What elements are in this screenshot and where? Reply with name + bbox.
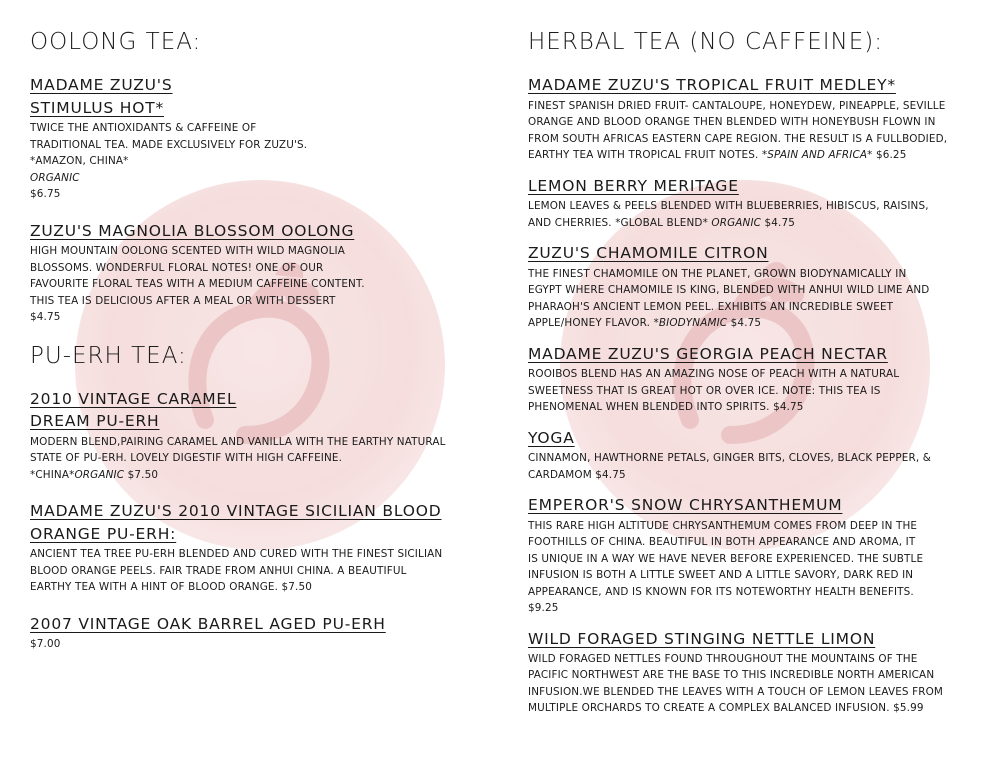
item-price: $4.75 — [30, 311, 61, 324]
left-column — [30, 30, 480, 667]
item-name: EMPEROR'S SNOW CHRYSANTHEMUM — [528, 496, 843, 515]
item-price: $4.75 — [764, 216, 796, 229]
item-description: TWICE THE ANTIOXIDANTS & CAFFEINE OF TRADITIONAL TEA. MADE EXCLUSIVELY FOR ZUZU'S. *AMAZON, CHINA* ORGANIC $6.75 — [30, 120, 480, 203]
menu-item-oak-barrel — [30, 614, 480, 653]
menu-item-snow-chrysanthemum — [528, 495, 980, 616]
menu-item-lemon-berry — [528, 176, 980, 231]
menu-item-georgia-peach — [528, 344, 980, 416]
item-name: MADAME ZUZU'S 2010 VINTAGE SICILIAN BLOOD — [30, 502, 442, 521]
item-name: 2007 VINTAGE OAK BARREL AGED PU-ERH — [30, 614, 386, 633]
item-name: STIMULUS HOT* — [30, 98, 165, 117]
menu-item-chamomile-citron — [528, 243, 980, 331]
item-organic: ORGANIC — [30, 171, 80, 184]
item-price: $6.25 — [875, 149, 907, 162]
item-origin: *CHINA* — [30, 468, 75, 481]
item-description: FINEST SPANISH DRIED FRUIT- CANTALOUPE, HONEYDEW, PINEAPPLE, SEVILLE ORANGE AND BLOOD ORANGE THEN BLENDED WITH HONEYBUSH FLOWN IN FROM SOUTH AFRICAS EASTERN CAPE REGION. THE RESULT IS A FULLBODIED, EARTHY TEA WITH TROPICAL FRUIT NOTES. *SPAIN AND AFRICA* $6.25 — [528, 99, 948, 162]
section-title-puerh: PU-ERH TEA: — [30, 342, 187, 369]
menu-item-stimulus-hot — [30, 75, 480, 202]
item-price: $4.75 — [730, 317, 762, 330]
item-description: HIGH MOUNTAIN OOLONG SCENTED WITH WILD MAGNOLIA BLOSSOMS. WONDERFUL FLORAL NOTES! ONE OF OUR FAVOURITE FLORAL TEAS WITH A MEDIUM CAFFEINE CONTENT. THIS TEA IS DELICIOUS AFTER A MEAL OR WITH DESSERT $4.75 — [30, 243, 480, 326]
right-column — [528, 30, 980, 729]
item-price: $9.25 — [528, 602, 559, 615]
item-description: WILD FORAGED NETTLES FOUND THROUGHOUT THE MOUNTAINS OF THE PACIFIC NORTHWEST ARE THE BASE TO THIS INCREDIBLE NORTH AMERICAN INFUSION.WE BLENDED THE LEAVES WITH A TOUCH OF LEMON LEAVES FROM MULTIPLE ORCHARDS TO CREATE A COMPLEX BALANCED INFUSION. $5.99 — [528, 652, 944, 715]
item-description: ANCIENT TEA TREE PU-ERH BLENDED AND CURED WITH THE FINEST SICILIAN BLOOD ORANGE PEELS. FAIR TRADE FROM ANHUI CHINA. A BEAUTIFUL EARTHY TEA WITH A HINT OF BLOOD ORANGE. $7.50 — [30, 548, 443, 594]
item-description: MODERN BLEND,PAIRING CARAMEL AND VANILLA WITH THE EARTHY NATURAL STATE OF PU-ERH. LOVELY DIGESTIF WITH HIGH CAFFEINE. *CHINA*ORGANIC $7.50 — [30, 435, 446, 481]
item-description: THIS RARE HIGH ALTITUDE CHRYSANTHEMUM COMES FROM DEEP IN THE FOOTHILLS OF CHINA. BEAUTIFUL IN BOTH APPEARANCE AND AROMA, IT IS UNIQUE IN A WAY WE HAVE NEVER BEFORE EXPERIENCED. THE SUBTLE INFUSION IS BOTH A LITTLE SWEET AND A LITTLE SAVORY, DARK RED IN APPEARANCE, AND IS KNOWN FOR ITS NOTEWORTHY HEALTH BENEFITS. $9.25 — [528, 518, 980, 617]
menu-item-caramel-dream — [30, 389, 480, 483]
item-name: ORANGE PU-ERH: — [30, 524, 177, 543]
item-price: $6.75 — [30, 188, 61, 201]
item-organic: ORGANIC — [74, 468, 125, 481]
item-name: ZUZU'S CHAMOMILE CITRON — [528, 244, 769, 263]
section-title-herbal: HERBAL TEA (NO CAFFEINE): — [528, 29, 883, 55]
item-name: YOGA — [528, 428, 575, 447]
section-title-oolong: OOLONG TEA: — [30, 29, 202, 55]
item-name: MADAME ZUZU'S — [30, 76, 173, 95]
item-name: MADAME ZUZU'S TROPICAL FRUIT MEDLEY* — [528, 76, 896, 95]
item-name: LEMON BERRY MERITAGE — [528, 176, 739, 195]
menu-item-tropical-fruit — [528, 75, 980, 163]
item-origin: *AMAZON, CHINA* — [30, 155, 129, 168]
item-name: WILD FORAGED STINGING NETTLE LIMON — [528, 629, 876, 648]
item-name: MADAME ZUZU'S GEORGIA PEACH NECTAR — [528, 344, 888, 363]
menu-item-stinging-nettle — [528, 629, 980, 717]
item-description: CINNAMON, HAWTHORNE PETALS, GINGER BITS, CLOVES, BLACK PEPPER, & CARDAMOM $4.75 — [528, 452, 932, 481]
item-description: THE FINEST CHAMOMILE ON THE PLANET, GROWN BIODYNAMICALLY IN EGYPT WHERE CHAMOMILE IS KING, BLENDED WITH ANHUI WILD LIME AND PHARAOH'S ANCIENT LEMON PEEL. EXHIBITS AN INCREDIBLE SWEET APPLE/HONEY FLAVOR. *BIODYNAMIC $4.75 — [528, 267, 930, 330]
item-price: $7.00 — [30, 638, 61, 651]
item-price: $7.50 — [127, 468, 159, 481]
item-name: DREAM PU-ERH — [30, 412, 160, 431]
menu-item-yoga — [528, 428, 980, 483]
menu-item-sicilian-blood-orange — [30, 501, 480, 595]
item-description: LEMON LEAVES & PEELS BLENDED WITH BLUEBERRIES, HIBISCUS, RAISINS, AND CHERRIES. *GLOBAL BLEND* ORGANIC $4.75 — [528, 200, 929, 229]
item-name: 2010 VINTAGE CARAMEL — [30, 389, 237, 408]
item-name: ZUZU'S MAGNOLIA BLOSSOM OOLONG — [30, 221, 355, 240]
item-description: ROOIBOS BLEND HAS AN AMAZING NOSE OF PEACH WITH A NATURAL SWEETNESS THAT IS GREAT HOT OR OVER ICE. NOTE: THIS TEA IS PHENOMENAL WHEN BLENDED INTO SPIRITS. $4.75 — [528, 368, 900, 414]
item-description — [30, 636, 480, 653]
item-organic: ORGANIC — [711, 216, 762, 229]
menu-item-magnolia-oolong — [30, 221, 480, 326]
